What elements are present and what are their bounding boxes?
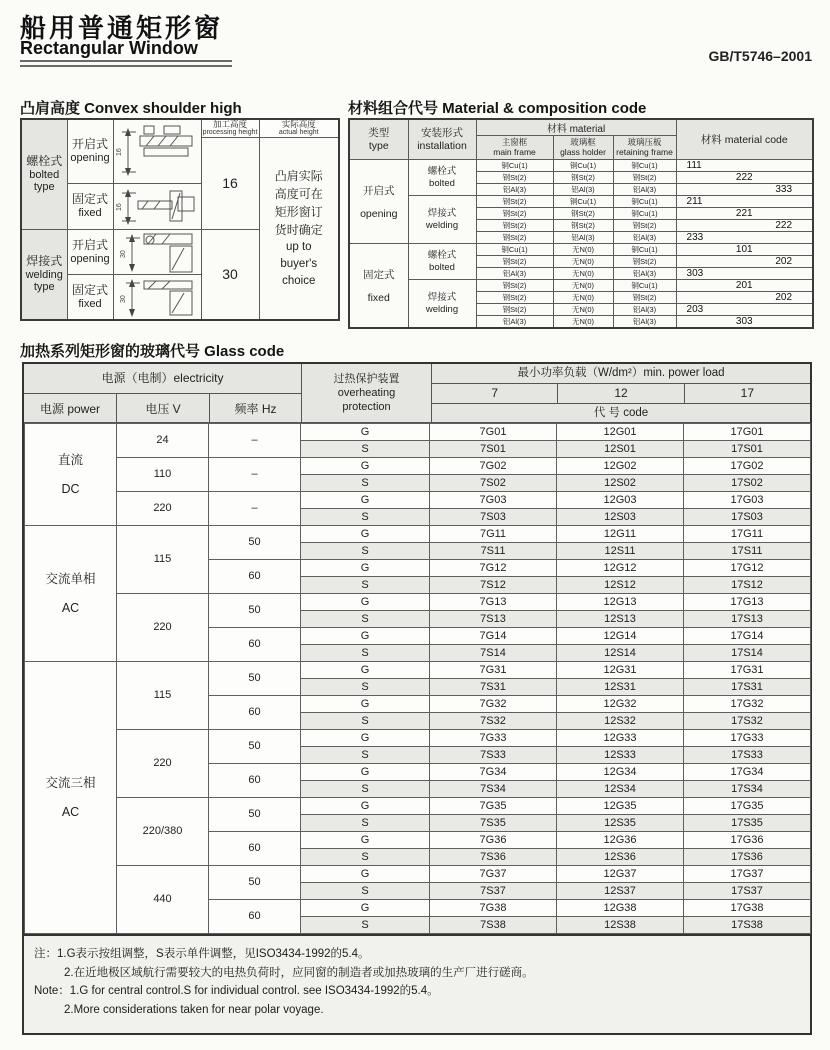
voltage-cell: 220 bbox=[117, 492, 209, 526]
protection-cell: S bbox=[301, 917, 430, 934]
voltage-cell: 440 bbox=[117, 866, 209, 934]
glass-code-cell: 7G35 bbox=[430, 798, 557, 815]
power-cell: 交流单相 AC bbox=[25, 526, 117, 662]
processing-height-bolted-value: 16 bbox=[201, 138, 259, 230]
title-underline bbox=[20, 60, 232, 67]
glass-code-cell: 12G11 bbox=[557, 526, 684, 543]
glass-code-cell: 17S12 bbox=[684, 577, 811, 594]
glass-code-cell: 17G02 bbox=[684, 458, 811, 475]
frequency-cell: 50 bbox=[209, 730, 301, 764]
glass-code-table bbox=[24, 423, 811, 934]
glass-section-title: 加热系列矩形窗的玻璃代号 Glass code bbox=[20, 343, 285, 360]
glass-code-row bbox=[25, 424, 811, 441]
glass-holder-material-cell: 铜Cu(1) bbox=[553, 196, 613, 208]
main-frame-material-cell: 铜Cu(1) bbox=[476, 160, 553, 172]
glass-code-cell: 7S01 bbox=[430, 441, 557, 458]
main-frame-material-cell: 钢St(2) bbox=[476, 208, 553, 220]
glass-code-cell: 17S34 bbox=[684, 781, 811, 798]
bolted-type-cell bbox=[21, 119, 67, 230]
frequency-cell: 50 bbox=[209, 798, 301, 832]
glass-code-cell: 17G36 bbox=[684, 832, 811, 849]
diagram-welding-fixed bbox=[113, 275, 201, 321]
glass-code-cell: 17S38 bbox=[684, 917, 811, 934]
power-cell: 交流三相 AC bbox=[25, 662, 117, 934]
main-frame-material-cell: 铝Al(3) bbox=[476, 268, 553, 280]
load-17-header: 17 bbox=[740, 386, 754, 400]
actual-height-note: 凸肩实际高度可在矩形窗订货时确定 up to buyer's choice bbox=[259, 138, 339, 321]
cross-section-diagram-icon bbox=[114, 122, 200, 182]
bolted-label-cn: 螺栓式 bbox=[26, 153, 63, 168]
glass-holder-material-cell: 无N(0) bbox=[553, 292, 613, 304]
cross-section-diagram-icon bbox=[114, 230, 200, 274]
glass-holder-material-cell: 铜Cu(1) bbox=[553, 160, 613, 172]
glass-code-cell: 17G11 bbox=[684, 526, 811, 543]
window-type-cell: 固定式 fixed bbox=[349, 244, 408, 329]
glass-code-cell: 12S13 bbox=[557, 611, 684, 628]
glass-code-row bbox=[25, 798, 811, 815]
window-type-cell: 开启式 opening bbox=[349, 160, 408, 244]
main-frame-material-cell: 钢St(2) bbox=[476, 292, 553, 304]
protection-cell: G bbox=[301, 424, 430, 441]
glass-code-cell: 12S02 bbox=[557, 475, 684, 492]
overheating-protection-header: 过热保护装置 overheating protection bbox=[302, 364, 432, 422]
protection-cell: G bbox=[301, 730, 430, 747]
glass-code-cell: 7G01 bbox=[430, 424, 557, 441]
glass-code-cell: 7G12 bbox=[430, 560, 557, 577]
glass-code-cell: 17G13 bbox=[684, 594, 811, 611]
glass-holder-material-cell: 无N(0) bbox=[553, 316, 613, 329]
diagram-bolted-opening bbox=[113, 119, 201, 184]
glass-code-row bbox=[25, 458, 811, 475]
glass-code-cell: 12G36 bbox=[557, 832, 684, 849]
protection-cell: S bbox=[301, 645, 430, 662]
material-code-cell: 202 bbox=[676, 292, 813, 304]
glass-code-cell: 7S37 bbox=[430, 883, 557, 900]
frequency-cell: 50 bbox=[209, 866, 301, 900]
protection-cell: S bbox=[301, 475, 430, 492]
retaining-frame-material-cell: 铝Al(3) bbox=[613, 316, 676, 329]
svg-text:30: 30 bbox=[120, 295, 127, 304]
main-frame-header: 主窗框 main frame bbox=[476, 136, 553, 160]
voltage-header: 电压 V bbox=[117, 394, 210, 422]
glass-code-cell: 17S33 bbox=[684, 747, 811, 764]
glass-holder-material-cell: 铝Al(3) bbox=[553, 232, 613, 244]
main-frame-material-cell: 钢St(2) bbox=[476, 172, 553, 184]
glass-code-cell: 12G35 bbox=[557, 798, 684, 815]
processing-height-welding-value: 30 bbox=[201, 230, 259, 321]
note-line-4: 2.More considerations taken for near polar voyage. bbox=[64, 1003, 324, 1016]
voltage-cell: 220 bbox=[117, 594, 209, 662]
voltage-cell: 24 bbox=[117, 424, 209, 458]
glass-code-cell: 12G14 bbox=[557, 628, 684, 645]
protection-cell: G bbox=[301, 832, 430, 849]
material-code-cell: 221 bbox=[676, 208, 813, 220]
glass-code-cell: 12S12 bbox=[557, 577, 684, 594]
protection-cell: G bbox=[301, 492, 430, 509]
material-section-title: 材料组合代号 Material & composition code bbox=[348, 100, 647, 117]
glass-code-cell: 7G36 bbox=[430, 832, 557, 849]
glass-holder-material-cell: 钢St(2) bbox=[553, 220, 613, 232]
glass-code-row bbox=[25, 492, 811, 509]
installation-header: 安装形式 installation bbox=[408, 119, 476, 160]
retaining-frame-material-cell: 铝Al(3) bbox=[613, 304, 676, 316]
glass-code-cell: 12G37 bbox=[557, 866, 684, 883]
convex-section-title: 凸肩高度 Convex shoulder high bbox=[20, 100, 242, 117]
opening-cell: 开启式 opening bbox=[67, 119, 113, 184]
protection-cell: S bbox=[301, 611, 430, 628]
protection-cell: S bbox=[301, 441, 430, 458]
glass-code-cell: 17G32 bbox=[684, 696, 811, 713]
protection-cell: G bbox=[301, 696, 430, 713]
glass-code-cell: 17S36 bbox=[684, 849, 811, 866]
protection-cell: S bbox=[301, 815, 430, 832]
glass-code-table-container bbox=[22, 362, 812, 1035]
glass-code-cell: 7S31 bbox=[430, 679, 557, 696]
main-frame-material-cell: 铝Al(3) bbox=[476, 184, 553, 196]
glass-code-cell: 12S32 bbox=[557, 713, 684, 730]
material-code-cell: 222 bbox=[676, 220, 813, 232]
table-row bbox=[21, 119, 339, 138]
glass-holder-material-cell: 铝Al(3) bbox=[553, 184, 613, 196]
diagram-welding-opening bbox=[113, 230, 201, 275]
glass-code-row bbox=[25, 730, 811, 747]
frequency-cell: – bbox=[209, 492, 301, 526]
main-frame-material-cell: 钢St(2) bbox=[476, 196, 553, 208]
glass-code-cell: 7S36 bbox=[430, 849, 557, 866]
frequency-cell: – bbox=[209, 458, 301, 492]
fixed-cell: 固定式 fixed bbox=[67, 184, 113, 230]
glass-code-cell: 12S33 bbox=[557, 747, 684, 764]
glass-code-cell: 7G14 bbox=[430, 628, 557, 645]
glass-code-cell: 17S31 bbox=[684, 679, 811, 696]
protection-cell: S bbox=[301, 883, 430, 900]
voltage-cell: 110 bbox=[117, 458, 209, 492]
fixed-cell: 固定式 fixed bbox=[67, 275, 113, 321]
retaining-frame-material-cell: 铜Cu(1) bbox=[613, 208, 676, 220]
glass-code-cell: 17S37 bbox=[684, 883, 811, 900]
glass-code-cell: 12G33 bbox=[557, 730, 684, 747]
installation-cell: 螺栓式 bolted bbox=[408, 160, 476, 196]
material-code-cell: 303 bbox=[676, 268, 813, 280]
glass-code-cell: 17G37 bbox=[684, 866, 811, 883]
note-line-3: Note：1.G for central control.S for individual control. see ISO3434-1992的5.4。 bbox=[34, 985, 439, 998]
retaining-frame-material-cell: 铜Cu(1) bbox=[613, 244, 676, 256]
protection-cell: G bbox=[301, 764, 430, 781]
material-row bbox=[349, 196, 813, 208]
material-row bbox=[349, 280, 813, 292]
frequency-header: 频率 Hz bbox=[234, 401, 277, 416]
glass-code-cell: 7S33 bbox=[430, 747, 557, 764]
glass-code-cell: 7S13 bbox=[430, 611, 557, 628]
voltage-cell: 115 bbox=[117, 526, 209, 594]
material-code-cell: 101 bbox=[676, 244, 813, 256]
code-header: 代 号 code bbox=[593, 407, 649, 419]
frequency-cell: 60 bbox=[209, 900, 301, 934]
glass-code-cell: 12S11 bbox=[557, 543, 684, 560]
glass-code-cell: 7S11 bbox=[430, 543, 557, 560]
material-code-cell: 203 bbox=[676, 304, 813, 316]
diagram-bolted-fixed bbox=[113, 184, 201, 230]
glass-code-row bbox=[25, 594, 811, 611]
protection-cell: S bbox=[301, 713, 430, 730]
bolted-label-en2: type bbox=[33, 181, 55, 194]
electricity-header: 电源（电制）electricity bbox=[24, 364, 301, 394]
frequency-cell: 60 bbox=[209, 560, 301, 594]
frequency-cell: 60 bbox=[209, 832, 301, 866]
power-cell: 直流 DC bbox=[25, 424, 117, 526]
glass-code-cell: 12G32 bbox=[557, 696, 684, 713]
glass-code-cell: 7S14 bbox=[430, 645, 557, 662]
processing-height-header: 加工高度 processing height bbox=[202, 119, 258, 137]
protection-cell: G bbox=[301, 458, 430, 475]
glass-code-cell: 17G03 bbox=[684, 492, 811, 509]
load-12-header: 12 bbox=[558, 384, 684, 403]
glass-holder-material-cell: 无N(0) bbox=[553, 244, 613, 256]
welding-type-cell: 焊接式 welding type bbox=[21, 230, 67, 321]
glass-code-cell: 17S32 bbox=[684, 713, 811, 730]
glass-code-cell: 7G11 bbox=[430, 526, 557, 543]
glass-code-cell: 12S31 bbox=[557, 679, 684, 696]
retaining-frame-material-cell: 铜Cu(1) bbox=[613, 280, 676, 292]
glass-code-cell: 12G13 bbox=[557, 594, 684, 611]
protection-cell: G bbox=[301, 866, 430, 883]
main-frame-material-cell: 钢St(2) bbox=[476, 304, 553, 316]
material-code-cell: 333 bbox=[676, 184, 813, 196]
glass-code-cell: 7G31 bbox=[430, 662, 557, 679]
protection-cell: S bbox=[301, 849, 430, 866]
retaining-frame-material-cell: 钢St(2) bbox=[613, 256, 676, 268]
glass-code-cell: 7S12 bbox=[430, 577, 557, 594]
standard-code: GB/T5746–2001 bbox=[708, 48, 812, 64]
glass-code-cell: 17G14 bbox=[684, 628, 811, 645]
protection-cell: S bbox=[301, 577, 430, 594]
main-frame-material-cell: 钢St(2) bbox=[476, 256, 553, 268]
glass-code-cell: 7G38 bbox=[430, 900, 557, 917]
cross-section-diagram-icon bbox=[114, 275, 200, 319]
retaining-frame-header: 玻璃压板 retaining frame bbox=[613, 136, 676, 160]
retaining-frame-material-cell: 铝Al(3) bbox=[613, 232, 676, 244]
main-frame-material-cell: 铜Cu(1) bbox=[476, 244, 553, 256]
voltage-cell: 220/380 bbox=[117, 798, 209, 866]
frequency-cell: 60 bbox=[209, 696, 301, 730]
main-frame-material-cell: 钢St(2) bbox=[476, 232, 553, 244]
protection-cell: S bbox=[301, 747, 430, 764]
glass-holder-material-cell: 无N(0) bbox=[553, 280, 613, 292]
glass-code-cell: 12S34 bbox=[557, 781, 684, 798]
protection-cell: S bbox=[301, 543, 430, 560]
material-code-cell: 303 bbox=[676, 316, 813, 329]
glass-code-cell: 12G02 bbox=[557, 458, 684, 475]
glass-code-cell: 7S34 bbox=[430, 781, 557, 798]
glass-code-cell: 12S01 bbox=[557, 441, 684, 458]
glass-code-cell: 12G12 bbox=[557, 560, 684, 577]
material-code-cell: 233 bbox=[676, 232, 813, 244]
material-code-cell: 202 bbox=[676, 256, 813, 268]
glass-holder-material-cell: 无N(0) bbox=[553, 268, 613, 280]
glass-code-cell: 17G38 bbox=[684, 900, 811, 917]
glass-code-cell: 17S03 bbox=[684, 509, 811, 526]
material-row bbox=[349, 244, 813, 256]
frequency-cell: 60 bbox=[209, 628, 301, 662]
note-line-2: 2.在近地极区域航行需要较大的电热负荷时，应同窗的制造者或加热玻璃的生产厂进行磋商。 bbox=[64, 966, 534, 979]
glass-holder-material-cell: 钢St(2) bbox=[553, 172, 613, 184]
glass-code-cell: 17S02 bbox=[684, 475, 811, 492]
glass-code-cell: 7G33 bbox=[430, 730, 557, 747]
glass-code-cell: 12S14 bbox=[557, 645, 684, 662]
load-7-header: 7 bbox=[432, 384, 558, 403]
material-code-cell: 222 bbox=[676, 172, 813, 184]
frequency-cell: 50 bbox=[209, 594, 301, 628]
glass-code-cell: 7S03 bbox=[430, 509, 557, 526]
page-title-cn: 船用普通矩形窗 bbox=[20, 13, 224, 43]
cross-section-diagram-icon bbox=[114, 185, 200, 229]
glass-code-cell: 12G38 bbox=[557, 900, 684, 917]
installation-cell: 螺栓式 bolted bbox=[408, 244, 476, 280]
material-header: 材料 material bbox=[476, 119, 676, 136]
glass-code-cell: 12S03 bbox=[557, 509, 684, 526]
main-frame-material-cell: 钢St(2) bbox=[476, 280, 553, 292]
page-title-en: Rectangular Window bbox=[20, 38, 198, 58]
retaining-frame-material-cell: 铜Cu(1) bbox=[613, 160, 676, 172]
glass-code-cell: 7G13 bbox=[430, 594, 557, 611]
protection-cell: G bbox=[301, 662, 430, 679]
protection-cell: G bbox=[301, 798, 430, 815]
glass-code-cell: 7S38 bbox=[430, 917, 557, 934]
glass-code-cell: 7G34 bbox=[430, 764, 557, 781]
convex-shoulder-table bbox=[20, 118, 340, 321]
voltage-cell: 115 bbox=[117, 662, 209, 730]
glass-code-cell: 12S37 bbox=[557, 883, 684, 900]
retaining-frame-material-cell: 钢St(2) bbox=[613, 172, 676, 184]
glass-code-cell: 7S35 bbox=[430, 815, 557, 832]
glass-code-cell: 17G35 bbox=[684, 798, 811, 815]
glass-holder-material-cell: 无N(0) bbox=[553, 256, 613, 268]
frequency-cell: 50 bbox=[209, 662, 301, 696]
glass-code-cell: 17S14 bbox=[684, 645, 811, 662]
retaining-frame-material-cell: 铝Al(3) bbox=[613, 268, 676, 280]
note-line-1: 注：1.G表示按组调整，S表示单件调整，见ISO3434-1992的5.4。 bbox=[34, 948, 370, 960]
actual-height-header: 实际高度 actual height bbox=[259, 119, 339, 138]
min-power-load-header: 最小功率负载（W/dm²）min. power load bbox=[432, 364, 810, 384]
opening-cell: 开启式 opening bbox=[67, 230, 113, 275]
glass-code-cell: 7G37 bbox=[430, 866, 557, 883]
glass-code-cell: 17S35 bbox=[684, 815, 811, 832]
protection-cell: S bbox=[301, 509, 430, 526]
svg-text:30: 30 bbox=[120, 250, 127, 259]
glass-code-cell: 7S32 bbox=[430, 713, 557, 730]
glass-code-cell: 17G12 bbox=[684, 560, 811, 577]
glass-code-cell: 17S11 bbox=[684, 543, 811, 560]
glass-code-cell: 17S01 bbox=[684, 441, 811, 458]
frequency-cell: 50 bbox=[209, 526, 301, 560]
glass-code-cell: 12G01 bbox=[557, 424, 684, 441]
glass-code-cell: 17G33 bbox=[684, 730, 811, 747]
retaining-frame-material-cell: 铝Al(3) bbox=[613, 184, 676, 196]
notes bbox=[24, 934, 810, 1033]
frequency-cell: 60 bbox=[209, 764, 301, 798]
material-row bbox=[349, 160, 813, 172]
material-code-header: 材料 material code bbox=[676, 119, 813, 160]
protection-cell: G bbox=[301, 628, 430, 645]
main-frame-material-cell: 铝Al(3) bbox=[476, 316, 553, 329]
glass-code-cell: 17S13 bbox=[684, 611, 811, 628]
glass-code-cell: 12G03 bbox=[557, 492, 684, 509]
retaining-frame-material-cell: 钢St(2) bbox=[613, 220, 676, 232]
protection-cell: G bbox=[301, 900, 430, 917]
protection-cell: G bbox=[301, 560, 430, 577]
svg-text:16: 16 bbox=[116, 202, 123, 211]
installation-cell: 焊接式 welding bbox=[408, 280, 476, 329]
glass-holder-material-cell: 无N(0) bbox=[553, 304, 613, 316]
glass-code-cell: 12S35 bbox=[557, 815, 684, 832]
protection-cell: S bbox=[301, 679, 430, 696]
glass-code-cell: 7S02 bbox=[430, 475, 557, 492]
glass-table-header bbox=[24, 364, 810, 423]
type-header: 类型 type bbox=[349, 119, 408, 160]
protection-cell: G bbox=[301, 526, 430, 543]
glass-code-cell: 12S38 bbox=[557, 917, 684, 934]
glass-code-row bbox=[25, 526, 811, 543]
material-code-cell: 111 bbox=[676, 160, 813, 172]
retaining-frame-material-cell: 钢St(2) bbox=[613, 292, 676, 304]
svg-text:16: 16 bbox=[116, 147, 123, 156]
glass-code-cell: 12G31 bbox=[557, 662, 684, 679]
glass-code-row bbox=[25, 662, 811, 679]
glass-code-cell: 7G02 bbox=[430, 458, 557, 475]
glass-code-cell: 17G01 bbox=[684, 424, 811, 441]
main-frame-material-cell: 钢St(2) bbox=[476, 220, 553, 232]
glass-code-cell: 17G34 bbox=[684, 764, 811, 781]
retaining-frame-material-cell: 铜Cu(1) bbox=[613, 196, 676, 208]
power-header: 电源 power bbox=[24, 394, 117, 422]
glass-holder-material-cell: 钢St(2) bbox=[553, 208, 613, 220]
material-code-cell: 211 bbox=[676, 196, 813, 208]
protection-cell: S bbox=[301, 781, 430, 798]
installation-cell: 焊接式 welding bbox=[408, 196, 476, 244]
bolted-label-en: bolted bbox=[29, 168, 60, 181]
glass-code-cell: 7G32 bbox=[430, 696, 557, 713]
glass-code-row bbox=[25, 866, 811, 883]
glass-code-cell: 12S36 bbox=[557, 849, 684, 866]
voltage-cell: 220 bbox=[117, 730, 209, 798]
glass-code-cell: 7G03 bbox=[430, 492, 557, 509]
frequency-cell: – bbox=[209, 424, 301, 458]
material-code-table bbox=[348, 118, 814, 329]
glass-code-cell: 17G31 bbox=[684, 662, 811, 679]
protection-cell: G bbox=[301, 594, 430, 611]
glass-holder-header: 玻璃框 glass holder bbox=[553, 136, 613, 160]
glass-code-cell: 12G34 bbox=[557, 764, 684, 781]
material-code-cell: 201 bbox=[676, 280, 813, 292]
table-row bbox=[349, 119, 813, 136]
